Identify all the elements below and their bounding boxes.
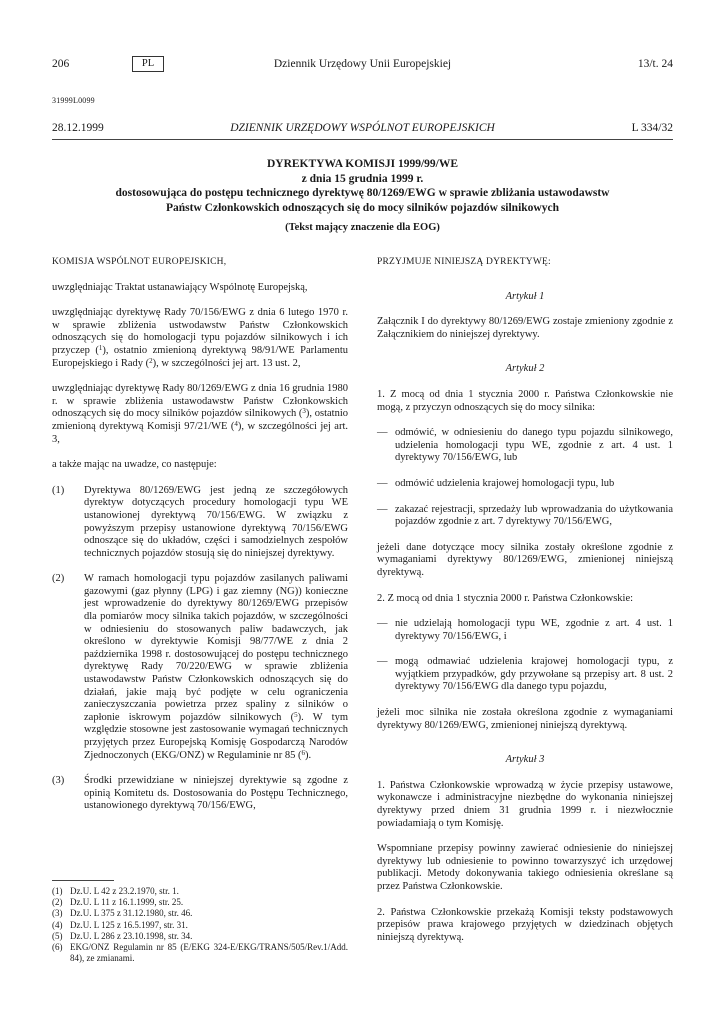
- article-2-paragraph-2: 2. Z mocą od dnia 1 stycznia 2000 r. Państwa Członkowskie:: [377, 592, 634, 604]
- article-2-paragraph-1-end: jeżeli dane dotyczące mocy silnika zostały określone zgodnie z wymaganiami dyrektywy 80/1269/EWG, zmienionej niniejszą dyrektywą.: [377, 541, 673, 578]
- volume-label: 13/t. 24: [637, 58, 673, 70]
- citation-directive-70-156: uwzględniając dyrektywę Rady 70/156/EWG z dnia 6 lutego 1970 r. w sprawie zbliżenia ustwodawstw Państw Członkowskich odnoszących się do homologacji typu pojazdów silnikowych i ich przyczep ($^1$), ostatnio zmienioną dyrektywą 98/91/WE Parlamentu Europejskiego i Rady ($^2$), w szczególności jej art. 13 ust. 2,: [52, 307, 348, 369]
- recital-number: (1): [52, 484, 65, 496]
- footnote-3: (3) Dz.U. L 375 z 31.12.1980, str. 46.: [52, 908, 193, 919]
- left-column: [52, 256, 348, 813]
- footnote-6: (6) EKG/ONZ Regulamin nr 85 (E/EKG 324-E/EKG/TRANS/505/Rev.1/Add. 84), ze zmianami.: [52, 942, 348, 964]
- recital-text: W ramach homologacji typu pojazdów zasilanych paliwami gazowymi (gaz płynny (LPG) i gaz ziemny (NG)) konieczne jest wprowadzenie do dyrektywy 80/1269/EWG przepisów dla pomiarów mocy silnika takich pojazdów, w szczególności w odniesieniu do stosowanych paliw badawczych, jak określono w dyrektywie Komisji 98/77/WE z dnia 2 października 1998 r. dostosowującej do postępu technicznego dyrektywę Rady 70/220/EWG w sprawie zbliżenia ustawodawstw Państw Członkowskich odnoszących się do działań, jakie mają być podjęte w celu ograniczenia zanieczyszczania powietrza przez spaliny z silników o zapłonie iskrowym pojazdów silnikowych ($^5$). W tym względzie stosowne jest zastosowanie wymagań technicznych przyjętych przez Europejską Komisję Gospodarczą Narodów Zjednoczonych (EKG/ONZ) w Regulaminie nr 85 ($^6$).: [84, 573, 348, 761]
- title-line-2: z dnia 15 grudnia 1999 r.: [301, 172, 424, 185]
- footnote-ref: 5: [294, 710, 298, 719]
- page-header: [52, 58, 673, 76]
- recital-number: (3): [52, 775, 65, 787]
- footnote-2: (2) Dz.U. L 11 z 16.1.1999, str. 25.: [52, 897, 184, 908]
- document-title: [52, 157, 673, 236]
- institution: KOMISJA WSPÓLNOT EUROPEJSKICH,: [52, 257, 227, 267]
- footnote-ref: 1: [98, 343, 103, 352]
- article-3-title: Artykuł 3: [505, 754, 545, 766]
- recital-1: [52, 485, 348, 561]
- recital-2: [52, 573, 348, 762]
- language-badge: PL: [132, 56, 164, 72]
- article-1-text: Załącznik I do dyrektywy 80/1269/EWG zostaje zmieniony zgodnie z Załącznikiem do niniejszej dyrektywy.: [377, 316, 673, 340]
- article-3-paragraph-2: Wspomniane przepisy powinny zawierać odniesienie do niniejszej dyrektywy lub odniesienie to powinno towarzyszyć ich urzędowej publikacji. Metody dokonywania takiego odniesienia określane są przez Państwa Członkowskie.: [377, 843, 673, 892]
- oj-date: 28.12.1999: [52, 122, 104, 134]
- footnote-ref: 6: [301, 748, 306, 757]
- title-line-1: DYREKTYWA KOMISJI 1999/99/WE: [266, 158, 459, 170]
- footnote-4: (4) Dz.U. L 125 z 16.5.1997, str. 31.: [52, 919, 188, 930]
- journal-name: Dziennik Urzędowy Unii Europejskiej: [273, 58, 452, 70]
- title-line-3: dostosowująca do postępu technicznego dyrektywę 80/1269/EWG w sprawie zbliżania ustawodawstw: [115, 187, 610, 199]
- footnote-ref: 3: [302, 407, 306, 416]
- right-column: [377, 256, 673, 944]
- oj-reference: L 334/32: [631, 122, 673, 134]
- recital-3: [52, 775, 348, 813]
- recital-text: Dyrektywa 80/1269/EWG jest jedną ze szczegółowych dyrektyw dotyczących procedury homologacji typu WE ustanowionej dyrektywą 70/156/EWG. W związku z powyższym przepisy ustanowione dyrektywą 70/156/EWG odnoszące się do układów, części i samodzielnych zespołów technicznych pojazdów stosują się do niniejszej dyrektywy.: [84, 484, 348, 559]
- footnotes: [52, 880, 348, 964]
- footnote-5: (5) Dz.U. L 286 z 23.10.1998, str. 34.: [52, 930, 193, 941]
- citation-directive-80-1269: uwzględniając dyrektywę Rady 80/1269/EWG z dnia 16 grudnia 1980 r. w sprawie zbliżenia ustawodawstw Państw Członkowskich odnoszących się do mocy silników pojazdów silnikowych ($^3$), ostatnio zmienioną dyrektywą Komisji 97/21/WE ($^4$), w szczególności jej art. 3,: [52, 383, 348, 445]
- article-2-dash-item: — odmówić udzielenia krajowej homologacji typu, lub: [377, 477, 615, 489]
- eea-relevance-note: (Tekst mający znaczenie dla EOG): [285, 222, 440, 233]
- article-3-paragraph-3: 2. Państwa Członkowskie przekażą Komisji teksty podstawowych przepisów prawa krajowego przyjętych w dziedzinach objętych niniejszą dyrektywą.: [377, 906, 673, 943]
- recital-number: (2): [52, 573, 65, 585]
- footnote-1: (1) Dz.U. L 42 z 23.2.1970, str. 1.: [52, 886, 179, 896]
- article-2-dash-item: — nie udzielają homologacji typu WE, zgodnie z art. 4 ust. 1 dyrektywy 70/156/EWG, i: [377, 618, 673, 642]
- oj-reference-line: [52, 122, 673, 140]
- footnote-divider: [52, 880, 114, 881]
- footnote-ref: 4: [234, 419, 238, 428]
- footnote-ref: 2: [149, 356, 153, 365]
- article-2-title: Artykuł 2: [505, 363, 545, 375]
- page-number: 206: [52, 58, 70, 70]
- adopts-statement: PRZYJMUJE NINIEJSZĄ DYREKTYWĘ:: [377, 257, 551, 267]
- article-2-dash-item: — mogą odmawiać udzielenia krajowej homologacji typu, z wyjątkiem przypadków, gdy przywołane są przepisy art. 8 ust. 2 dyrektywy 70/156/EWG dla danego typu pojazdu,: [377, 656, 673, 693]
- oj-journal: DZIENNIK URZĘDOWY WSPÓLNOT EUROPEJSKICH: [230, 122, 495, 134]
- whereas-intro: a także mając na uwadze, co następuje:: [52, 459, 217, 471]
- title-line-4: Państw Członkowskich odnoszących się do mocy silników pojazdów silnikowych: [166, 201, 559, 214]
- article-3-paragraph-1: 1. Państwa Członkowskie wprowadzą w życie przepisy ustawowe, wykonawcze i administracyjne niezbędne do wykonania niniejszej dyrektywy przed dniem 31 grudnia 1999 r. i niezwłocznie powiadamiają o tym Komisję.: [377, 779, 673, 829]
- article-2-paragraph-1: 1. Z mocą od dnia 1 stycznia 2000 r. Państwa Członkowskie nie mogą, z przyczyn odnoszących się do mocy silnika:: [377, 388, 673, 413]
- article-1-title: Artykuł 1: [505, 290, 545, 302]
- article-2-paragraph-2-end: jeżeli moc silnika nie została określona zgodnie z wymaganiami dyrektywy 80/1269/EWG, zmienionej niniejszą dyrektywą.: [377, 707, 673, 731]
- article-2-dash-item: — zakazać rejestracji, sprzedaży lub wprowadzania do użytkowania pojazdów zgodnie z art. 7 dyrektywy 70/156/EWG,: [377, 503, 673, 528]
- recital-text: Środki przewidziane w niniejszej dyrektywie są zgodne z opinią Komitetu ds. Dostosowania do Postępu Technicznego, ustanowionego dyrektywą 70/156/EWG,: [84, 775, 348, 812]
- celex-number: 31999L0099: [52, 96, 95, 105]
- article-2-dash-item: — odmówić, w odniesieniu do danego typu pojazdu silnikowego, udzielenia homologacji typu WE, zgodnie z art. 4 ust. 1 dyrektywy 70/156/EWG, lub: [377, 427, 673, 464]
- citation-treaty: uwzględniając Traktat ustanawiający Wspólnotę Europejską,: [52, 281, 308, 293]
